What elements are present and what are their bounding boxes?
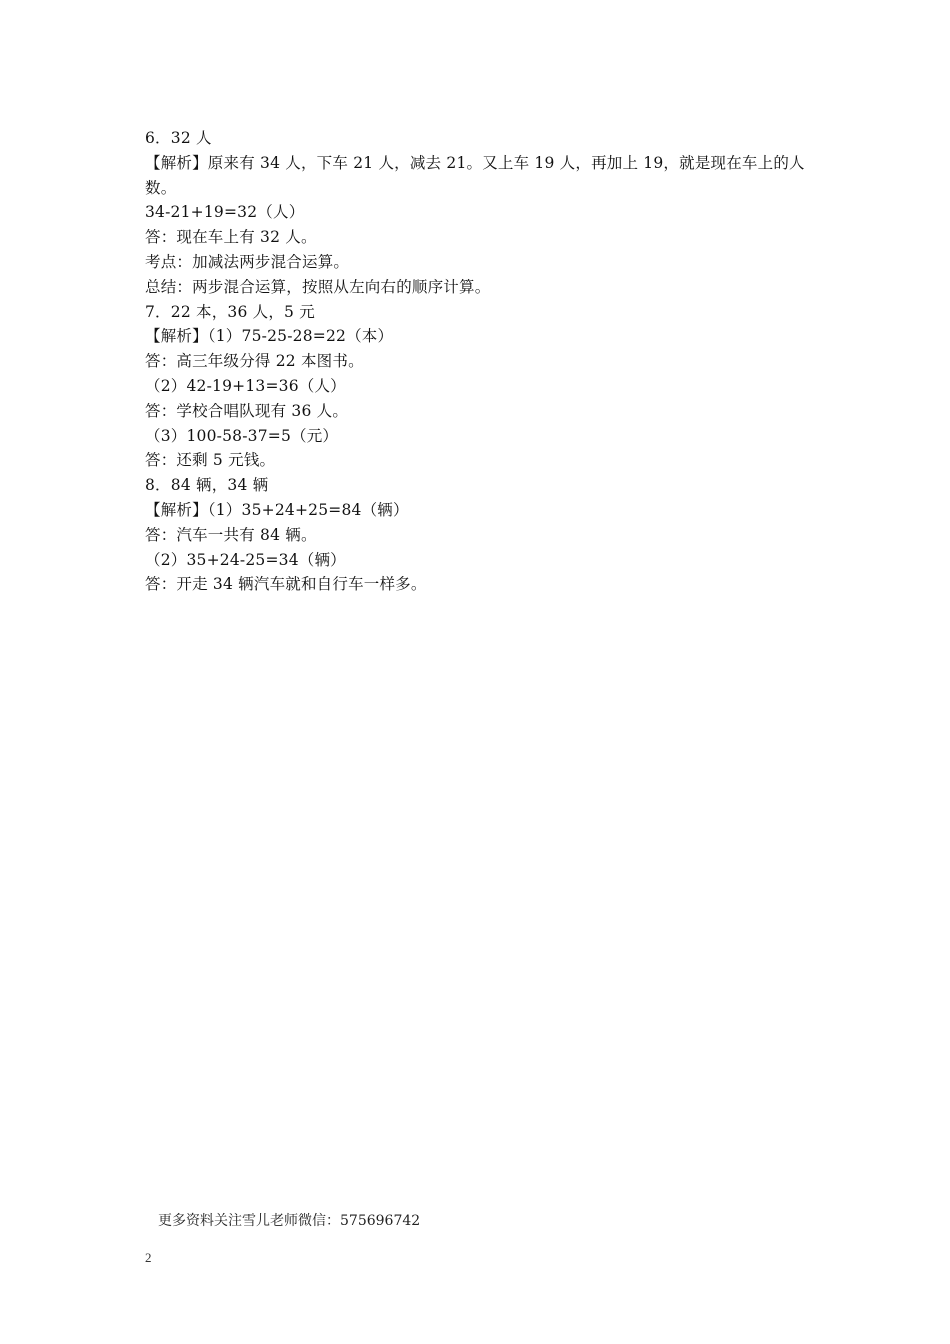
answer-8-heading: 8．84 辆，34 辆 [145,476,269,495]
answer-6-analysis: 【解析】原来有 34 人，下车 21 人，减去 21。又上车 19 人，再加上 19，就是现在车上的人数。 [145,153,805,197]
answer-7-heading: 7．22 本，36 人，5 元 [145,302,315,321]
answer-7-answer-3: 答：还剩 5 元钱。 [145,451,276,470]
answer-6-equation: 34-21+19=32（人） [145,203,305,222]
answer-8-answer-2: 答：开走 34 辆汽车就和自行车一样多。 [145,575,427,594]
answer-6-answer: 答：现在车上有 32 人。 [145,228,317,247]
footer-note: 更多资料关注雪儿老师微信：575696742 [158,1213,421,1229]
answer-8-answer-1: 答：汽车一共有 84 辆。 [145,525,317,544]
answer-6-topic: 考点：加减法两步混合运算。 [145,252,350,271]
answer-6-heading: 6．32 人 [145,129,212,147]
answer-6-summary: 总结：两步混合运算，按照从左向右的顺序计算。 [145,277,491,296]
answer-7-equation-3: （3）100-58-37=5（元） [145,426,339,445]
answer-7-answer-1: 答：高三年级分得 22 本图书。 [145,352,364,371]
answer-7-answer-2: 答：学校合唱队现有 36 人。 [145,401,349,420]
answer-8-equation-2: （2）35+24-25=34（辆） [145,550,346,569]
answer-7-equation-2: （2）42-19+13=36（人） [145,376,346,395]
answer-8-analysis-1: 【解析】（1）35+24+25=84（辆） [145,500,409,519]
answer-content [145,126,825,597]
answer-7-analysis-1: 【解析】（1）75-25-28=22（本） [145,327,394,346]
page-number: 2 [145,1250,152,1265]
